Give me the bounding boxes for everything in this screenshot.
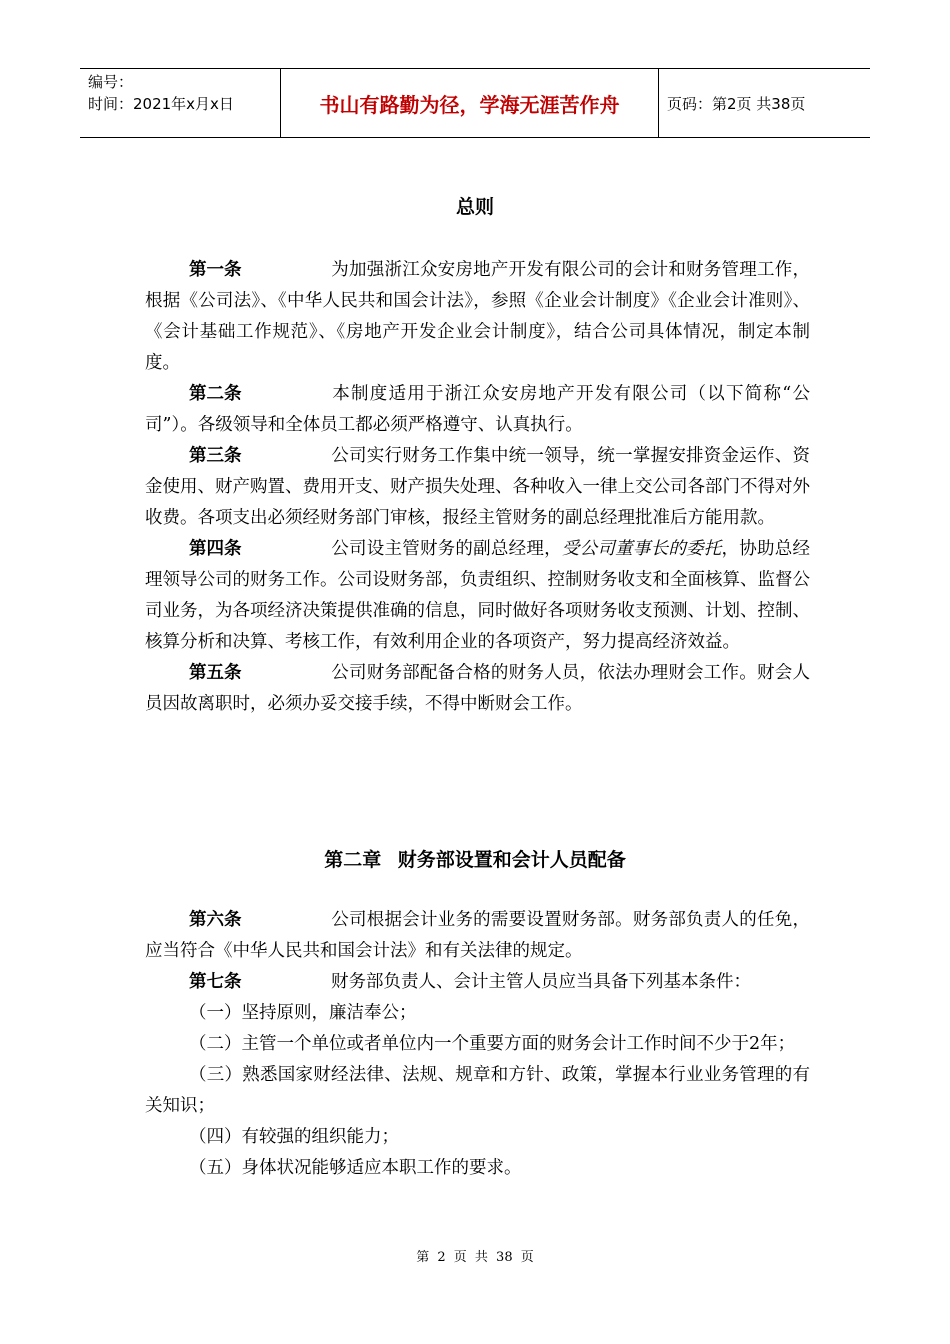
- article-label: 第二条: [189, 384, 242, 404]
- article-text: 公司实行财务工作集中统一领导，统一掌握安排资金运作、资金使用、财产购置、费用开支、财产损失处理、各种收入一律上交公司各部门不得对外收费。各项支出必须经财务部门审核，报经主管财务的副总经理批准后方能用款。: [145, 446, 810, 528]
- header-info: [80, 69, 280, 137]
- chapter2-title: 第二章 财务部设置和会计人员配备: [324, 849, 626, 871]
- article-label: 第五条: [189, 663, 242, 683]
- header-motto: 书山有路勤为径，学海无涯苦作舟: [280, 69, 659, 137]
- article-1: [145, 255, 810, 379]
- header-page-info: 页码：第2页 共38页: [667, 94, 806, 113]
- article-text: 公司财务部配备合格的财务人员，依法办理财会工作。财会人员因故离职时，必须办妥交接手续，不得中断财会工作。: [145, 663, 810, 714]
- article-text: 为加强浙江众安房地产开发有限公司的会计和财务管理工作，根据《公司法》、《中华人民共和国会计法》，参照《企业会计制度》《企业会计准则》、《会计基础工作规范》、《房地产开发企业会计制度》，结合公司具体情况，制定本制度。: [145, 260, 810, 373]
- chapter1-body: [145, 255, 810, 720]
- article-2: [145, 379, 810, 441]
- page-header: [80, 68, 870, 138]
- article-6: [145, 905, 810, 967]
- article-text-b: ，协助总经理领导公司的财务工作。公司设财务部，负责组织、控制财务收支和全面核算、监督公司业务，为各项经济决策提供准确的信息，同时做好各项财务收支预测、计划、控制、核算分析和决算、考核工作，有效利用企业的各项资产，努力提高经济效益。: [145, 539, 811, 652]
- article-3: [145, 441, 810, 534]
- article-label: 第四条: [189, 539, 242, 559]
- condition-item-5: （五）身体状况能够适应本职工作的要求。: [189, 1158, 522, 1178]
- number-label: 编号：: [88, 73, 134, 91]
- article-text-a: 公司设主管财务的副总经理，: [331, 539, 562, 559]
- page-footer: 第 2 页 共 38 页: [416, 1250, 534, 1265]
- article-text: 公司根据会计业务的需要设置财务部。财务部负责人的任免，应当符合《中华人民共和国会计法》和有关法律的规定。: [145, 910, 810, 961]
- article-4: [145, 534, 810, 658]
- article-5: [145, 658, 810, 720]
- article-label: 第七条: [189, 972, 242, 992]
- condition-item-3: （三）熟悉国家财经法律、法规、规章和方针、政策，掌握本行业业务管理的有关知识；: [145, 1065, 810, 1116]
- condition-item-1: （一）坚持原则，廉洁奉公；: [189, 1003, 417, 1023]
- article-label: 第一条: [189, 260, 242, 280]
- article-text: 财务部负责人、会计主管人员应当具备下列基本条件：: [331, 972, 751, 992]
- article-label: 第六条: [189, 910, 242, 930]
- article-text: 本制度适用于浙江众安房地产开发有限公司（以下简称“公司”）。各级领导和全体员工都必须严格遵守、认真执行。: [145, 384, 810, 435]
- time-label: 时间：2021年x月x日: [88, 95, 234, 113]
- condition-item-4: （四）有较强的组织能力；: [189, 1127, 399, 1147]
- chapter1-title: 总则: [455, 196, 494, 218]
- article-text-emphasis: 受公司董事长的委托: [561, 539, 722, 559]
- condition-item-2: （二）主管一个单位或者单位内一个重要方面的财务会计工作时间不少于2年；: [189, 1034, 796, 1054]
- article-label: 第三条: [189, 446, 242, 466]
- chapter2-body: [145, 905, 810, 1184]
- article-7: [145, 967, 810, 998]
